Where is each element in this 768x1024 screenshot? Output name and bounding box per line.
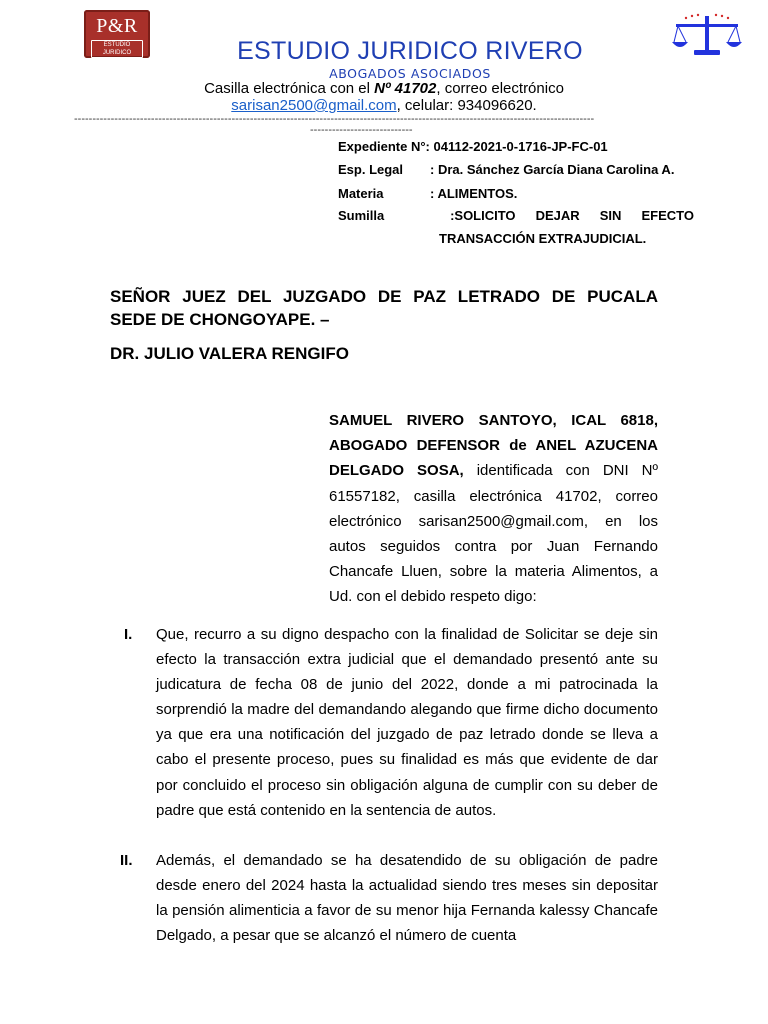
contact-suffix: , correo electrónico (436, 80, 564, 97)
section-text: Además, el demandado se ha desatendido de su obligación de padre desde enero del 2024 hasta la actualidad siendo tres meses sin depositar la pensión alimenticia a favor de su menor hija Fernanda kalessy Chancafe Delgado, a pesar que se alcanzó el número de cuenta (156, 852, 658, 945)
esp-legal-row (338, 162, 674, 177)
sumilla-word: EFECTO (641, 208, 694, 223)
expediente: Expediente N°: 04112-2021-0-1716-JP-FC-01 (338, 139, 608, 154)
contact-prefix: Casilla electrónica con el (204, 80, 375, 97)
materia-label: Materia (338, 186, 384, 201)
judge-name: DR. JULIO VALERA RENGIFO (110, 344, 349, 363)
section-number: II. (120, 852, 133, 869)
materia-row (338, 186, 517, 201)
email-link[interactable]: sarisan2500@gmail.com (231, 97, 397, 114)
esp-label: Esp. Legal (338, 162, 404, 177)
logo-subtext: ESTUDIO JURIDICO (91, 40, 143, 58)
addressee-line-2: SEDE DE CHONGOYAPE. – (110, 310, 330, 329)
section-1 (110, 622, 658, 823)
contact-line-2 (0, 97, 768, 114)
sumilla-continuation: TRANSACCIÓN EXTRAJUDICIAL. (439, 231, 647, 246)
section-text: Que, recurro a su digno despacho con la finalidad de Solicitar se deje sin efecto la transacción extra judicial que el demandado presentó ante su judicatura de fecha 08 de junio del 2022, donde a mi patrocinada la sorprendió la madre del demandando alegando que firme dicho documento ya que era una notificación del juzgado de paz letrado donde se lleva a cabo el presente proceso, pues su finalidad es más que evidente de dar por concluido el proceso sin obligación alguna de cumplir con su deber de padre que está contenido en la sentencia de autos. (156, 626, 658, 819)
intro-paragraph (329, 408, 658, 610)
intro-text: identificada con DNI Nº 61557182, casilla electrónica 41702, correo electrónico sarisan2500@gmail.com, en los autos seguidos contra por Juan Fernando Chancafe Lluen, sobre la materia Alimentos, a Ud. con el debido respeto digo: (329, 462, 658, 606)
contact-line (0, 80, 768, 97)
addressee-line-1: SEÑOR JUEZ DEL JUZGADO DE PAZ LETRADO DE PUCALA (110, 287, 658, 306)
casilla-number: Nº 41702 (374, 80, 437, 97)
intro-bold: SAMUEL RIVERO SANTOYO, ICAL 6818, ABOGADO DEFENSOR de ANEL AZUCENA DELGADO SOSA, (329, 412, 658, 480)
phone-text: , celular: 934096620. (396, 97, 537, 114)
separator-line: ---------------------------------------------------------------------------------------------------------------------------------------------- (74, 113, 595, 125)
section-number: I. (124, 626, 133, 643)
materia-value: : ALIMENTOS. (430, 186, 518, 201)
separator-line-2: ---------------------------- (310, 124, 413, 136)
logo-text: P&R (96, 15, 138, 37)
sumilla-word: SIN (599, 208, 622, 223)
scales-of-justice-icon (672, 12, 742, 60)
firm-name: ESTUDIO JURIDICO RIVERO (237, 37, 583, 65)
firm-subtitle: ABOGADOS ASOCIADOS (329, 66, 491, 81)
sumilla-label: Sumilla (338, 208, 385, 223)
sumilla-word: :SOLICITO (450, 208, 516, 223)
sumilla-word: DEJAR (535, 208, 580, 223)
section-2 (110, 848, 658, 948)
esp-value: : Dra. Sánchez García Diana Carolina A. (430, 162, 675, 177)
sumilla-row (338, 208, 694, 223)
